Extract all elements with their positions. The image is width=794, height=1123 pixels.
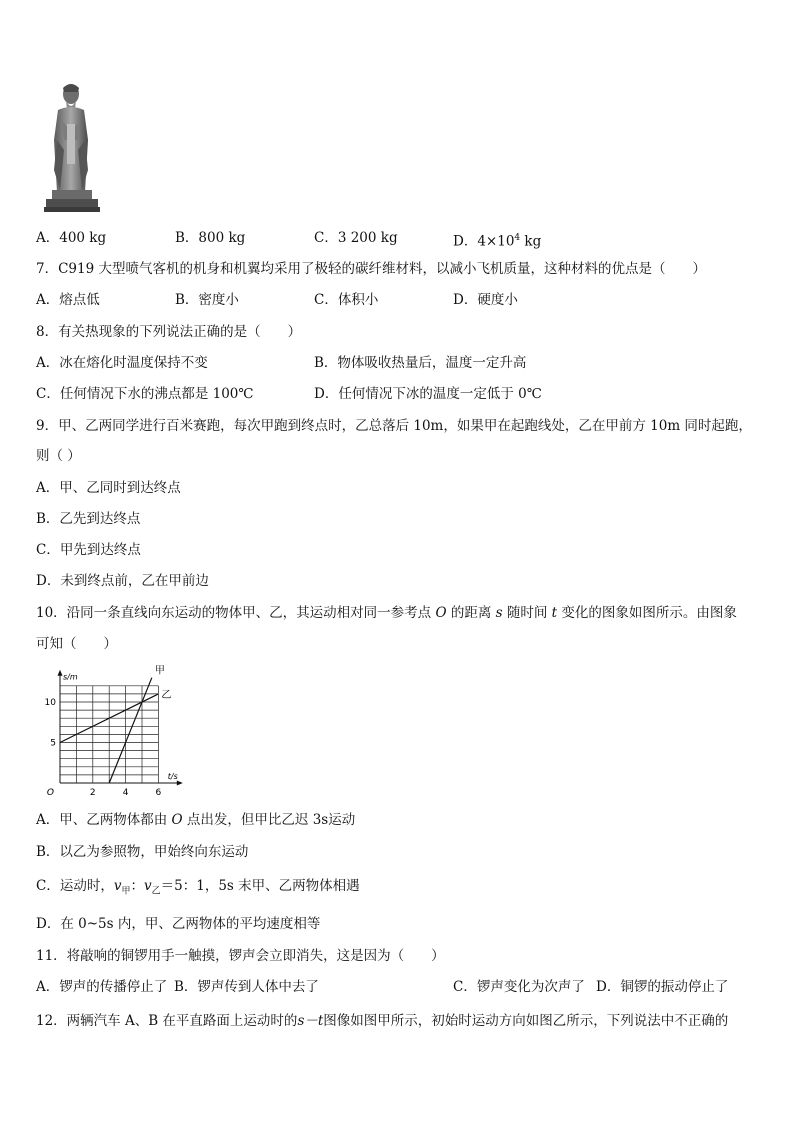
q7-option-b: B．密度小 xyxy=(175,292,239,308)
q12-stem: 12．两辆汽车 A、B 在平直路面上运动时的s－t图像如图甲所示，初始时运动方向如图乙所示，下列说法中不正确的 xyxy=(36,1013,729,1029)
q6-option-d: D．$4\times 10^4$ kg xyxy=(453,233,542,250)
y-axis-label: s/m xyxy=(63,672,78,682)
q10-option-d: D．在 0~5s 内，甲、乙两物体的平均速度相等 xyxy=(36,916,321,932)
q7-option-d: D．硬度小 xyxy=(453,292,518,308)
y-axis-arrow xyxy=(58,670,63,676)
q9-stem-line-1: 9．甲、乙两同学进行百米赛跑，每次甲跑到终点时，乙总落后 10m，如果甲在起跑线处，乙在甲前方 10m 同时起跑， xyxy=(36,418,752,434)
q9-option-b: B．乙先到达终点 xyxy=(36,511,141,527)
q8-option-a: A．冰在熔化时温度保持不变 xyxy=(36,355,208,371)
y-tick-label: 5 xyxy=(50,738,56,749)
x-tick-label: 4 xyxy=(122,788,129,798)
q10-stem-line-2: 可知（ ） xyxy=(36,636,117,652)
q10-option-b: B．以乙为参照物，甲始终向东运动 xyxy=(36,844,249,860)
q6-option-c: C．3 200 kg xyxy=(314,230,398,246)
q8-option-c: C．任何情况下水的沸点都是 100℃ xyxy=(36,386,254,402)
x-axis-arrow xyxy=(177,781,183,786)
q8-option-d: D．任何情况下冰的温度一定低于 0℃ xyxy=(314,386,542,402)
q10-option-c: C．运动时，$v_甲$：$v_乙=5$：1，5s 末甲、乙两物体相遇 xyxy=(36,878,360,897)
q7-stem: 7．C919 大型喷气客机的机身和机翼均采用了极轻的碳纤维材料，以减小飞机质量，这种材料的优点是（ ） xyxy=(36,261,706,277)
q11-option-d: D．铜锣的振动停止了 xyxy=(596,979,729,995)
y-tick-label: 10 xyxy=(44,698,56,708)
q11-option-b: B．锣声传到人体中去了 xyxy=(174,979,319,995)
q9-option-d: D．未到终点前，乙在甲前边 xyxy=(36,573,209,589)
q6-option-b: B．800 kg xyxy=(175,230,246,246)
x-axis-label: t/s xyxy=(167,772,178,781)
q6-option-a: A．400 kg xyxy=(36,230,107,246)
q9-option-a: A．甲、乙同时到达终点 xyxy=(36,480,181,496)
series-line-1 xyxy=(109,678,152,783)
x-tick-label: 6 xyxy=(155,788,162,798)
q9-stem-line-2: 则（ ） xyxy=(36,448,81,464)
q11-option-c: C．锣声变化为次声了 xyxy=(453,979,585,995)
q9-option-c: C．甲先到达终点 xyxy=(36,542,141,558)
q10-stem-line-1: 10．沿同一条直线向东运动的物体甲、乙，其运动相对同一参考点 O 的距离 s 随时间 t 变化的图象如图所示。由图象 xyxy=(36,605,737,621)
st-graph xyxy=(44,660,204,798)
x-tick-label: 2 xyxy=(89,788,96,798)
origin-label: O xyxy=(46,788,54,798)
q7-option-c: C．体积小 xyxy=(314,292,379,308)
q11-stem: 11．将敲响的铜锣用手一触摸，锣声会立即消失，这是因为（ ） xyxy=(36,948,445,964)
series-label-1: 甲 xyxy=(154,665,165,677)
q10-option-a: A．甲、乙两物体都由 O 点出发，但甲比乙迟 3s运动 xyxy=(36,812,356,828)
q11-option-a: A．锣声的传播停止了 xyxy=(36,979,168,995)
q7-option-a: A．熔点低 xyxy=(36,292,100,308)
statue-image xyxy=(40,80,102,215)
q8-stem: 8．有关热现象的下列说法正确的是（ ） xyxy=(36,324,302,340)
series-label-2: 乙 xyxy=(161,689,172,701)
q8-option-b: B．物体吸收热量后，温度一定升高 xyxy=(314,355,527,371)
